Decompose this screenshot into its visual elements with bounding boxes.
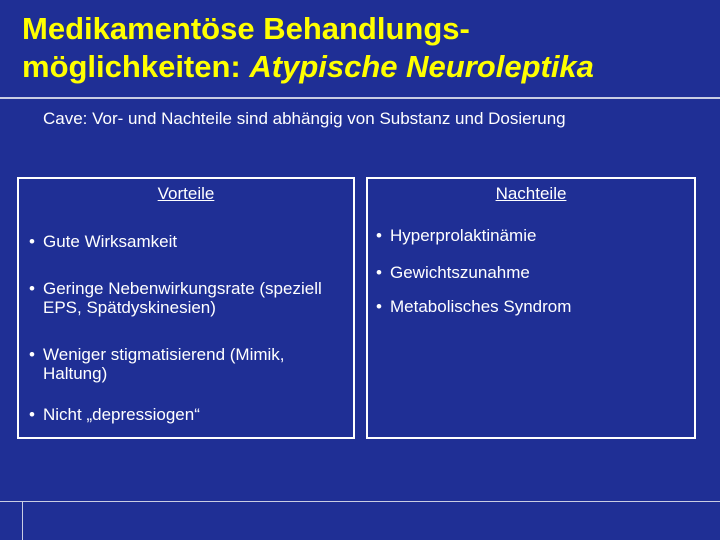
disadvantage-item	[368, 263, 694, 282]
slide-title	[22, 10, 712, 86]
caveat-text: Cave: Vor- und Nachteile sind abhängig von Substanz und Dosierung	[43, 109, 566, 128]
disadvantages-box	[366, 177, 696, 439]
disadvantage-item-text: Gewichtszunahme	[390, 263, 530, 282]
disadvantages-heading: Nachteile	[495, 184, 567, 203]
advantage-item	[21, 345, 351, 383]
advantage-item	[21, 405, 351, 424]
bullet-icon: •	[29, 345, 35, 364]
disadvantage-item-text: Metabolisches Syndrom	[390, 297, 572, 316]
advantage-item-text: Weniger stigmatisierend (Mimik, Haltung)	[43, 345, 285, 383]
bullet-icon: •	[29, 232, 35, 251]
disadvantage-item	[368, 297, 694, 316]
slide-title-line2	[22, 48, 712, 86]
advantage-item-text: Gute Wirksamkeit	[43, 232, 178, 251]
slide-title-prefix: möglichkeiten:	[22, 49, 250, 84]
bullet-icon: •	[29, 405, 35, 424]
bullet-icon: •	[376, 226, 382, 245]
bullet-icon: •	[376, 297, 382, 316]
advantages-heading: Vorteile	[157, 184, 215, 203]
advantage-item	[21, 279, 351, 317]
footer-divider	[0, 501, 720, 502]
footer-tick	[22, 501, 23, 540]
advantages-box	[17, 177, 355, 439]
bullet-icon: •	[376, 263, 382, 282]
title-divider	[0, 97, 720, 99]
advantage-item	[21, 232, 351, 251]
disadvantage-item	[368, 226, 694, 245]
advantage-item-text: Nicht „depressiogen“	[43, 405, 200, 424]
advantage-item-text: Geringe Nebenwirkungsrate (speziell EPS, Spätdyskinesien)	[43, 279, 322, 317]
slide-title-line1: Medikamentöse Behandlungs-	[22, 11, 470, 46]
disadvantage-item-text: Hyperprolaktinämie	[390, 226, 537, 245]
bullet-icon: •	[29, 279, 35, 298]
slide-title-italic: Atypische Neuroleptika	[249, 49, 594, 84]
